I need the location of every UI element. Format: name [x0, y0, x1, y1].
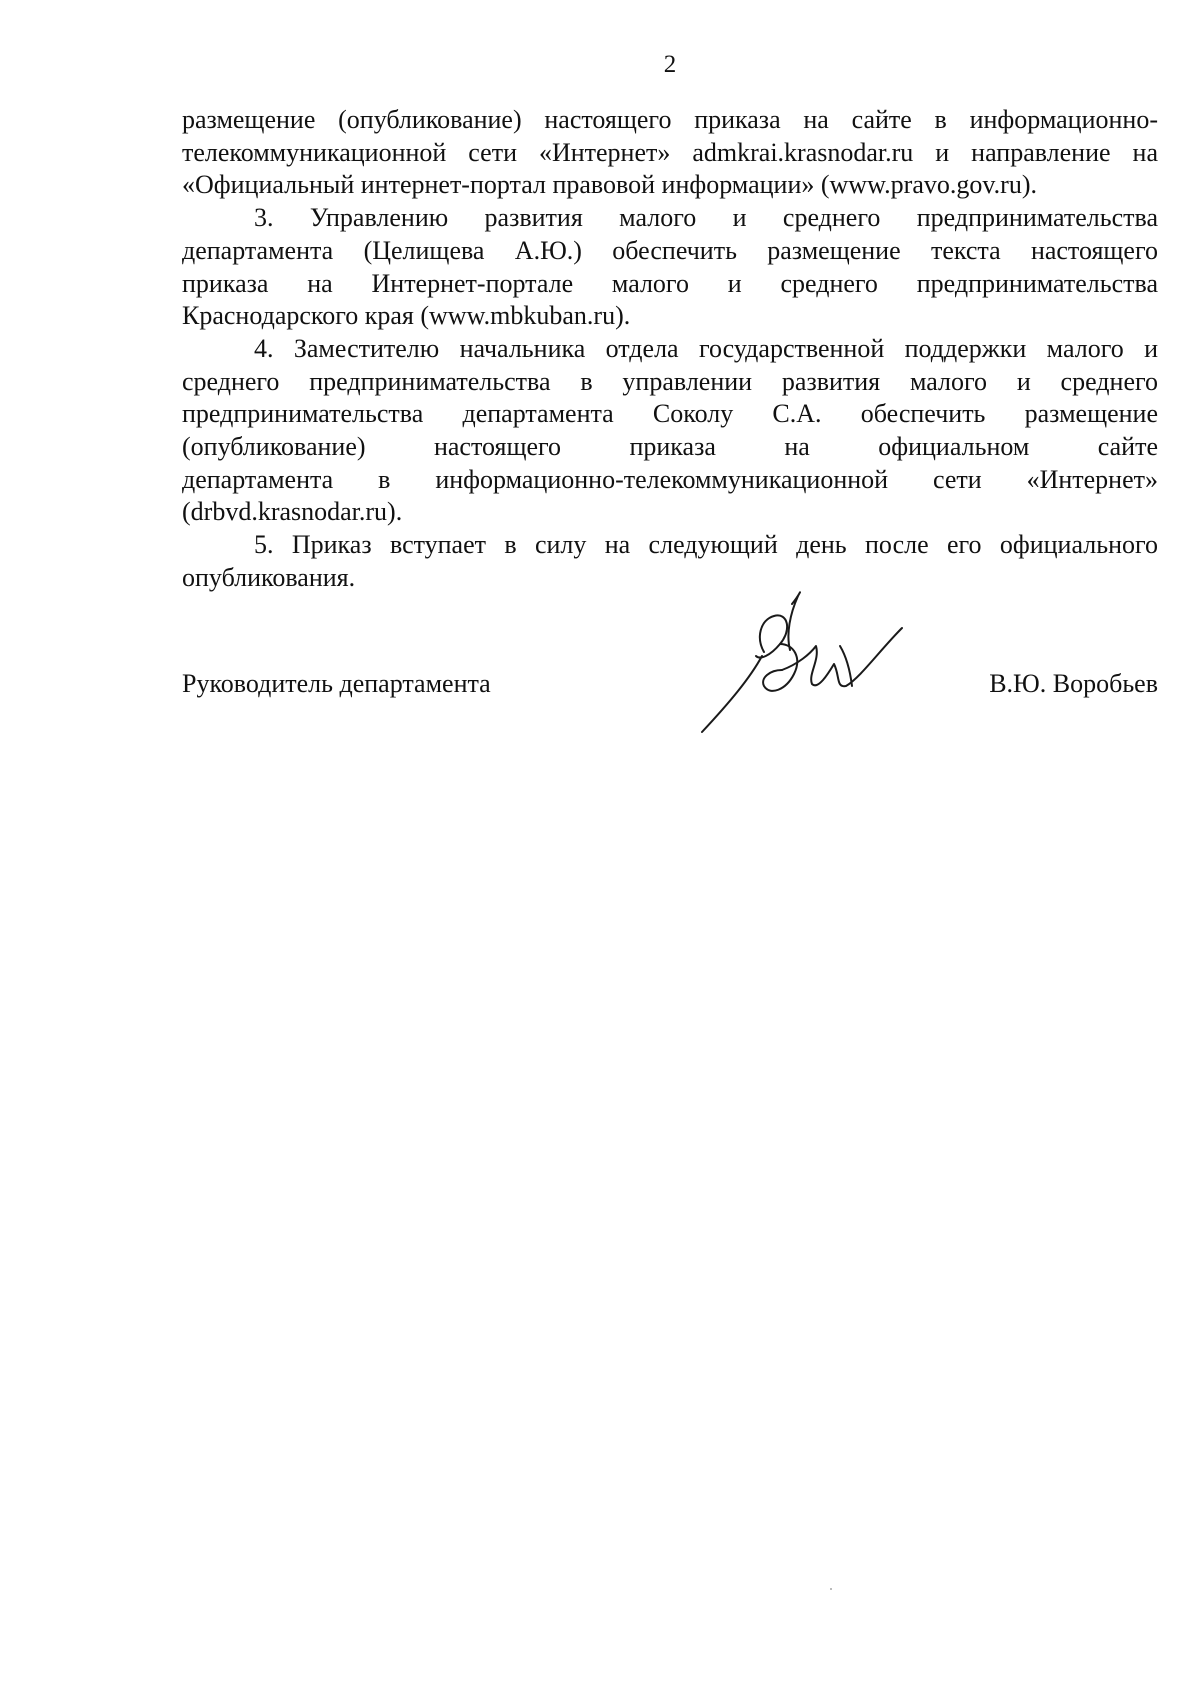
- signer-name: В.Ю. Воробьев: [989, 669, 1158, 698]
- paragraph-item-3: [182, 202, 1158, 333]
- scan-speck: [830, 1588, 832, 1590]
- text-line: опубликования.: [182, 562, 356, 592]
- page-number: 2: [663, 51, 677, 78]
- handwritten-signature: [690, 590, 920, 740]
- paragraph-continuation: [182, 104, 1158, 202]
- text-line: департамента (Целищева А.Ю.) обеспечить размещение текста настоящего: [182, 235, 1158, 265]
- text-line: (drbvd.krasnodar.ru).: [182, 497, 403, 527]
- text-line: «Официальный интернет-портал правовой информации» (www.pravo.gov.ru).: [182, 170, 1037, 200]
- text-line: 4. Заместителю начальника отдела государственной поддержки малого и: [254, 333, 1158, 363]
- signer-position: Руководитель департамента: [182, 669, 491, 698]
- text-line: размещение (опубликование) настоящего приказа на сайте в информационно-: [182, 105, 1158, 134]
- text-line: приказа на Интернет-портале малого и среднего предпринимательства: [182, 268, 1158, 298]
- text-line: предпринимательства департамента Соколу С.А. обеспечить размещение: [182, 399, 1158, 429]
- document-body: [182, 104, 1158, 595]
- text-line: (опубликование) настоящего приказа на официальном сайте: [182, 432, 1158, 462]
- text-line: телекоммуникационной сети «Интернет» admkrai.krasnodar.ru и направление на: [182, 137, 1158, 167]
- paragraph-item-5: [182, 529, 1158, 594]
- paragraph-item-4: [182, 333, 1158, 529]
- text-line: среднего предпринимательства в управлении развития малого и среднего: [182, 366, 1158, 396]
- text-line: департамента в информационно-телекоммуникационной сети «Интернет»: [182, 464, 1158, 494]
- text-line: 3. Управлению развития малого и среднего предпринимательства: [254, 203, 1158, 233]
- text-line: 5. Приказ вступает в силу на следующий день после его официального: [254, 530, 1158, 560]
- signature-block: [182, 668, 1158, 708]
- text-line: Краснодарского края (www.mbkuban.ru).: [182, 301, 631, 331]
